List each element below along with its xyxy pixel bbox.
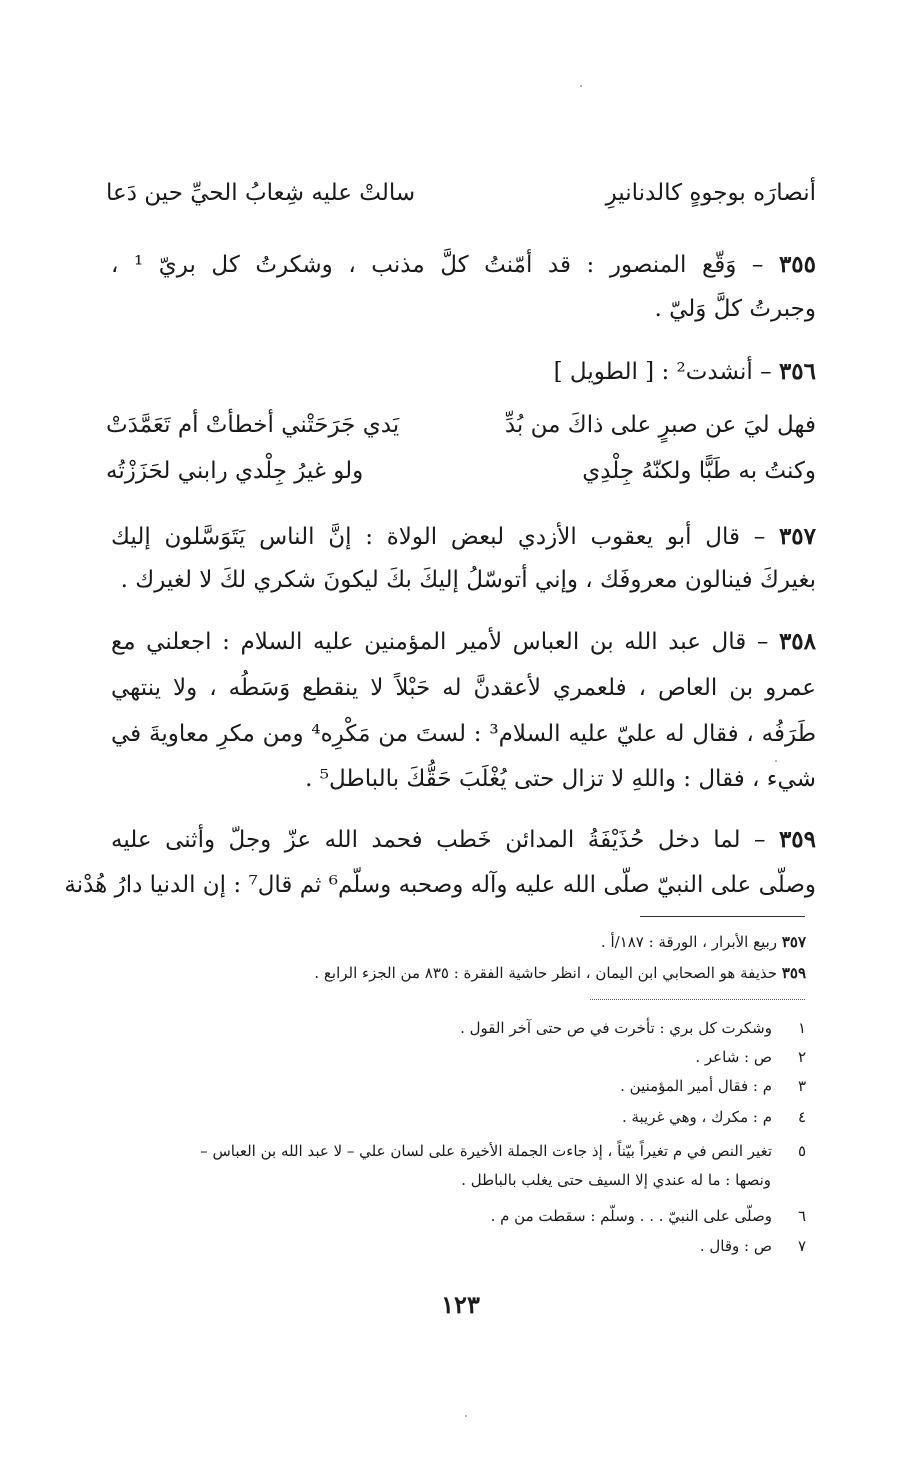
footnote-number: ٣	[797, 1077, 806, 1095]
paragraph-355-line-1	[111, 248, 816, 282]
verse-first-hemistich: يَدي جَرَحَتْني أخطأتْ أم تَعَمَّدَتْ	[106, 412, 400, 438]
paragraph-number: ٣٥٥	[778, 251, 817, 278]
scan-speck	[775, 760, 777, 762]
footnote-6	[491, 1204, 806, 1228]
footnote-text: م : فقال أمير المؤمنين .	[620, 1077, 772, 1095]
scan-speck	[580, 85, 582, 87]
verse-first-hemistich: ولو غيرُ جِلْدي رابني لحَزَزْتُه	[106, 458, 364, 484]
paragraph-number: ٣٥٦	[778, 358, 816, 385]
paragraph-358-line-2: عمرو بن العاص ، فلعمري لأعقدنَّ له حَبْلاً لا ينقطع وَسَطُه ، ولا ينتهي	[111, 675, 816, 701]
paragraph-355-line-2: وجبرتُ كلَّ وَليّ .	[654, 296, 816, 322]
paragraph-358-line-4: شيء ، فقال : واللهِ لا تزال حتى يُغْلَبَ حَقُّكَ بالباطل⁵ .	[305, 766, 816, 792]
footnote-1	[460, 1016, 806, 1040]
paragraph-number: ٣٥٧	[778, 523, 816, 550]
footnote-number: ٤	[797, 1108, 806, 1126]
paragraph-357-line-2: بغيركَ فينالون معروفَك ، وإني أتوسّلُ إليكَ بكَ ليكونَ شكري لكَ لا لغيرك .	[120, 567, 816, 593]
verse-356-1	[106, 412, 816, 452]
footnote-3	[620, 1074, 806, 1098]
footnote-rule	[640, 916, 805, 917]
source-note-357	[601, 930, 806, 954]
footnote-text: ص : وقال .	[699, 1237, 772, 1255]
source-note-359	[314, 961, 806, 985]
verse-356-2	[106, 458, 816, 498]
footnote-7	[700, 1234, 806, 1258]
paragraph-number: ٣٥٨	[778, 628, 816, 655]
verse-second-hemistich: أنصارَه بوجوهٍ كالدنانيرِ	[605, 180, 816, 206]
paragraph-359-line-1	[111, 823, 816, 857]
footnote-text: وشكرت كل بري : تأخرت في ص حتى آخر القول .	[460, 1019, 772, 1037]
footnote-text: ص : شاعر .	[695, 1048, 772, 1066]
scan-speck	[465, 1415, 467, 1417]
verse-first-hemistich: سالتْ عليه شِعابُ الحيِّ حين دَعا	[106, 180, 416, 206]
paragraph-text: – لما دخل حُذَيْفَةُ المدائن خَطب فحمد الله عزّ وجلّ وأثنى عليه	[111, 827, 766, 853]
footnote-text: وصلّى على النبيّ . . . وسلّم : سقطت من م .	[490, 1207, 772, 1225]
footnote-4	[622, 1105, 806, 1129]
footnote-number: ٦	[797, 1207, 806, 1225]
verse-top	[106, 180, 816, 220]
paragraph-text: – أنشدت² : [ الطويل ]	[553, 359, 772, 385]
source-note-text: ربيع الأبرار ، الورقة : ١٨٧/أ .	[600, 933, 778, 951]
source-note-number: ٣٥٧	[781, 933, 806, 951]
source-note-text: حذيفة هو الصحابي ابن اليمان ، انظر حاشية الفقرة : ٨٣٥ من الجزء الرابع .	[314, 964, 778, 982]
page-number: ١٢٣	[441, 1290, 480, 1319]
footnote-5-continuation: ونصها : ما له عندي إلا السيف حتى يغلب بالباطل .	[461, 1171, 771, 1189]
source-note-number: ٣٥٩	[781, 964, 806, 982]
footnote-divider	[590, 999, 805, 1000]
footnote-5	[200, 1139, 806, 1163]
paragraph-number: ٣٥٩	[778, 826, 817, 853]
paragraph-359-line-2: وصلّى على النبيّ صلّى الله عليه وآله وصحبه وسلّم⁶ ثم قال⁷ : إن الدنيا دارُ هُدْنة	[64, 872, 816, 898]
verse-second-hemistich: فهل ليَ عن صبرٍ على ذاكَ من بُدِّ	[504, 412, 816, 438]
paragraph-text: – وَقّع المنصور : قد أمّنتُ كلَّ مذنب ، وشكرتُ كل بريّ ¹ ،	[111, 252, 764, 278]
footnote-number: ٢	[797, 1048, 806, 1066]
paragraph-358-line-1	[111, 625, 816, 659]
footnote-number: ١	[797, 1019, 806, 1037]
paragraph-358-line-3: طَرَفُه ، فقال له عليّ عليه السلام³ : لستَ من مَكْرِه⁴ ومن مكرِ معاويةَ في	[111, 721, 817, 747]
paragraph-356-heading	[111, 355, 816, 389]
paragraph-357-line-1	[111, 520, 816, 554]
footnote-number: ٧	[797, 1237, 806, 1255]
verse-second-hemistich: وكنتُ به طَبًّا ولكنّهُ جِلْدِي	[582, 458, 816, 484]
footnote-text: تغير النص في م تغيراً بيّناً ، إذ جاءت الجملة الأخيرة على لسان علي – لا عبد الله بن العباس –	[200, 1142, 772, 1160]
footnote-text: م : مكرك ، وهي غريبة .	[621, 1108, 772, 1126]
paragraph-text: – قال عبد الله بن العباس لأمير المؤمنين عليه السلام : اجعلني مع	[111, 629, 769, 655]
footnote-number: ٥	[797, 1142, 806, 1160]
footnote-2	[695, 1045, 806, 1069]
paragraph-text: – قال أبو يعقوب الأزدي لبعض الولاة : إنَّ الناس يَتَوَسَّلون إليك	[111, 524, 766, 550]
